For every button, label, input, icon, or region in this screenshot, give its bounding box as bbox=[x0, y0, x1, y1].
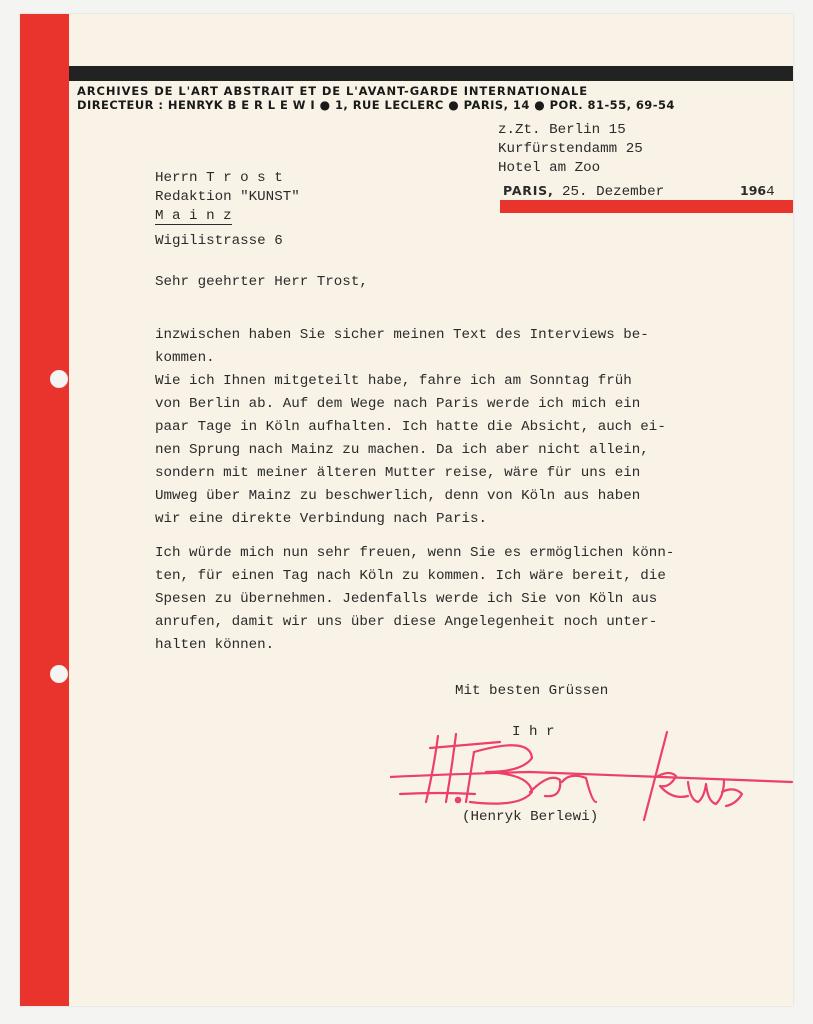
sender-location-line: Hotel am Zoo bbox=[498, 160, 601, 176]
body-line: Ich würde mich nun sehr freuen, wenn Sie es ermöglichen könn- bbox=[155, 545, 675, 561]
bullet-icon: ● bbox=[448, 98, 460, 112]
letterhead-black-bar bbox=[69, 66, 793, 81]
body-line: nen Sprung nach Mainz zu machen. Da ich aber nicht allein, bbox=[155, 442, 649, 458]
date-day-month: 25. Dezember bbox=[562, 184, 665, 200]
left-red-stripe bbox=[20, 14, 69, 1006]
body-paragraph-2 bbox=[155, 370, 666, 531]
body-line: ten, für einen Tag nach Köln zu kommen. Ich wäre bereit, die bbox=[155, 568, 666, 584]
body-line: inzwischen haben Sie sicher meinen Text des Interviews be- bbox=[155, 327, 649, 343]
closing-greeting: Mit besten Grüssen bbox=[455, 683, 609, 699]
typed-signature-name: (Henryk Berlewi) bbox=[462, 809, 599, 825]
bullet-icon: ● bbox=[534, 98, 546, 112]
closing-ihr: I h r bbox=[512, 724, 555, 740]
body-line: sondern mit meiner älteren Mutter reise, wäre für uns ein bbox=[155, 465, 641, 481]
date-year bbox=[740, 181, 775, 202]
recipient-address bbox=[155, 169, 300, 251]
body-line: von Berlin ab. Auf dem Wege nach Paris werde ich mich ein bbox=[155, 396, 641, 412]
date-year-suffix: 4 bbox=[766, 184, 775, 200]
salutation: Sehr geehrter Herr Trost, bbox=[155, 274, 368, 290]
body-line: Wie ich Ihnen mitgeteilt habe, fahre ich am Sonntag früh bbox=[155, 373, 632, 389]
body-line: halten können. bbox=[155, 637, 275, 653]
body-line: paar Tage in Köln aufhalten. Ich hatte die Absicht, auch ei- bbox=[155, 419, 666, 435]
recipient-city-wrap bbox=[155, 207, 300, 226]
body-line: anrufen, damit wir uns über diese Angelegenheit noch unter- bbox=[155, 614, 658, 630]
bullet-icon: ● bbox=[319, 98, 331, 112]
punch-hole-top bbox=[50, 370, 68, 388]
letterhead-director: DIRECTEUR : HENRYK B E R L E W I bbox=[77, 98, 316, 112]
date-city: PARIS, bbox=[503, 183, 554, 198]
punch-hole-bottom bbox=[50, 665, 68, 683]
letterhead-city: PARIS, 14 bbox=[463, 98, 530, 112]
body-line: kommen. bbox=[155, 350, 215, 366]
body-line: Umweg über Mainz zu beschwerlich, denn von Köln aus haben bbox=[155, 488, 641, 504]
recipient-street: Wigilistrasse 6 bbox=[155, 233, 283, 249]
date-year-prefix: 196 bbox=[740, 183, 767, 198]
letterhead-contact bbox=[77, 98, 792, 112]
letterhead-phone: POR. 81-55, 69-54 bbox=[549, 98, 675, 112]
letterhead-title: ARCHIVES DE L'ART ABSTRAIT ET DE L'AVANT-GARDE INTERNATIONALE bbox=[77, 84, 589, 98]
sender-location bbox=[498, 121, 643, 178]
letterhead-address: 1, RUE LECLERC bbox=[334, 98, 444, 112]
recipient-name: Herrn T r o s t bbox=[155, 170, 283, 186]
recipient-organization: Redaktion "KUNST" bbox=[155, 189, 300, 205]
body-paragraph-1 bbox=[155, 324, 649, 370]
recipient-city: M a i n z bbox=[155, 208, 232, 224]
body-line: Spesen zu übernehmen. Jedenfalls werde ich Sie von Köln aus bbox=[155, 591, 658, 607]
sender-location-line: z.Zt. Berlin 15 bbox=[498, 122, 626, 138]
sender-location-line: Kurfürstendamm 25 bbox=[498, 141, 643, 157]
body-paragraph-3 bbox=[155, 542, 674, 657]
body-line: wir eine direkte Verbindung nach Paris. bbox=[155, 511, 488, 527]
date-line bbox=[503, 181, 664, 202]
